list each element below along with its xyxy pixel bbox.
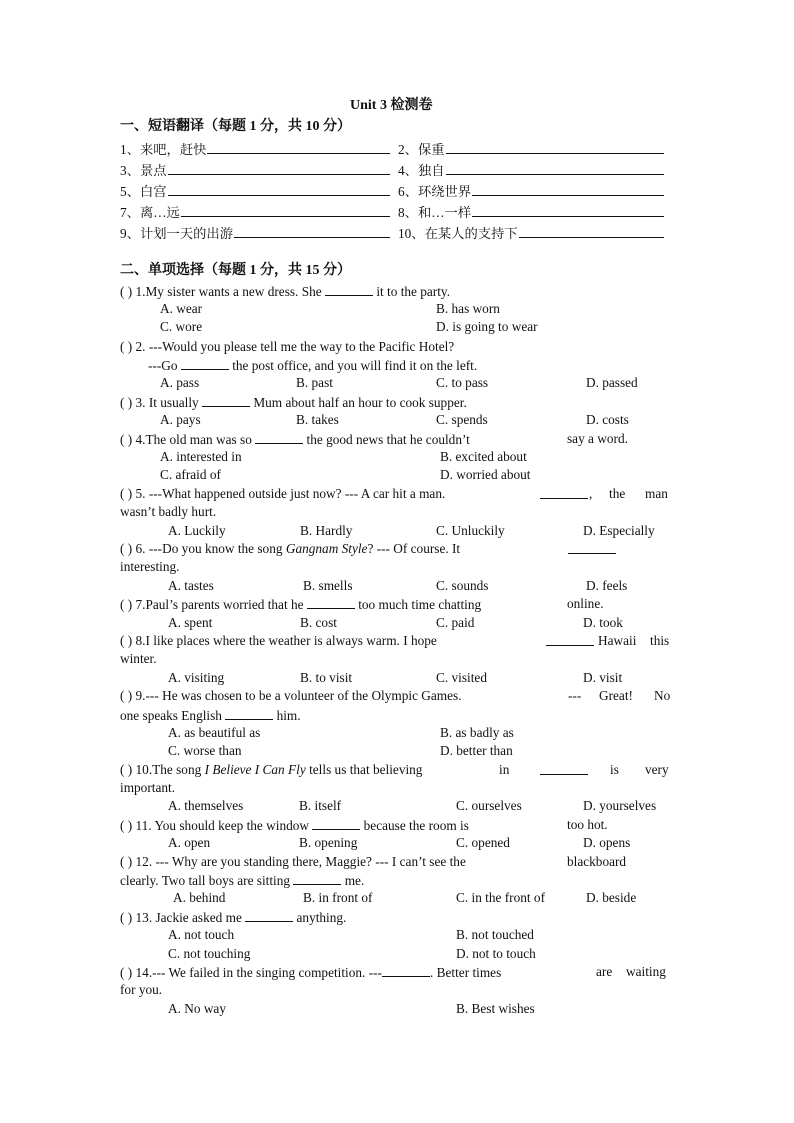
option-a[interactable]: A. Luckily [168,523,226,538]
option-a[interactable]: A. pays [160,412,201,427]
blank [568,542,616,554]
question-line: ( ) 7.Paul’s parents worried that he too much time chatting [120,597,482,612]
question-line: ( ) 5. ---What happened outside just now? --- A car hit a man. [120,486,446,501]
question-text: the [609,486,626,501]
option-d[interactable]: D. beside [586,890,637,905]
question-text: online. [567,596,604,611]
option-b[interactable]: B. past [296,375,333,390]
option-d[interactable]: D. feels [586,578,628,593]
question-line: ( ) 9.--- He was chosen to be a volunteer of the Olympic Games. [120,688,462,703]
answer-line[interactable] [446,141,664,154]
option-b[interactable]: B. cost [300,615,337,630]
option-d[interactable]: D. costs [586,412,629,427]
question-text: say a word. [567,431,628,446]
option-b[interactable]: B. Best wishes [456,1001,535,1016]
answer-line[interactable] [472,204,664,217]
option-d[interactable]: D. worried about [440,467,531,482]
blank [255,432,303,444]
phrase-item: 4、独自 [398,162,664,177]
option-a[interactable]: A. No way [168,1001,226,1016]
option-d[interactable]: D. yourselves [583,798,657,813]
blank [540,487,588,499]
option-c[interactable]: C. ourselves [456,798,522,813]
answer-bracket[interactable]: ( ) [120,486,133,501]
answer-line[interactable] [446,162,664,175]
question-line: ( ) 11. You should keep the window because the room is [120,818,469,833]
phrase-item: 9、计划一天的出游 [120,225,390,240]
blank [225,708,273,720]
question-text: waiting [626,964,666,979]
song-title: Gangnam Style [285,541,368,556]
phrase-item: 8、和…一样 [398,204,664,219]
option-c[interactable]: C. spends [436,412,488,427]
option-d[interactable]: D. visit [583,670,623,685]
option-b[interactable]: B. to visit [300,670,353,685]
question-text: is [610,762,619,777]
answer-bracket[interactable]: ( ) [120,910,133,925]
answer-bracket[interactable]: ( ) [120,339,133,354]
blank [293,873,341,885]
option-a[interactable]: A. wear [160,301,203,316]
option-b[interactable]: B. takes [296,412,339,427]
question-text: this [650,633,670,648]
question-text: are [596,964,613,979]
option-d[interactable]: D. better than [440,743,513,758]
answer-line[interactable] [168,183,390,196]
question-line: ---Go the post office, and you will find it on the left. [148,358,478,373]
question-line: one speaks English him. [120,708,301,723]
question-text: Great! [599,688,633,703]
option-c[interactable]: C. in the front of [456,890,546,905]
option-b[interactable]: B. excited about [440,449,527,464]
phrase-item: 5、白宫 [120,183,390,198]
option-d[interactable]: D. is going to wear [436,319,538,334]
phrase-item: 6、环绕世界 [398,183,664,198]
blank [307,597,355,609]
option-a[interactable]: A. spent [168,615,213,630]
question-line: ( ) 14.--- We failed in the singing competition. --- . Better times [120,965,502,980]
answer-line[interactable] [519,225,664,238]
option-c[interactable]: C. opened [456,835,510,850]
blank [202,395,250,407]
phrase-item: 1、来吧，赶快 [120,141,390,156]
question-line: ( ) 4.The old man was so the good news that he couldn’t [120,432,470,447]
blank [181,358,229,370]
answer-bracket[interactable]: ( ) [120,633,133,648]
question-text: Hawaii [598,633,637,648]
option-b[interactable]: B. has worn [436,301,500,316]
question-line: ( ) 12. --- Why are you standing there, Maggie? --- I can’t see the [120,854,466,869]
question-line: winter. [120,651,157,666]
question-line: ( ) 1.My sister wants a new dress. She it to the party. [120,284,451,299]
question-text: , [589,486,593,501]
option-d[interactable]: D. not to touch [456,946,536,961]
question-line: interesting. [120,559,180,574]
phrase-item: 10、在某人的支持下 [398,225,664,240]
answer-line[interactable] [168,162,390,175]
question-text: too hot. [567,817,608,832]
phrase-item: 7、离…远 [120,204,390,219]
option-a[interactable]: A. interested in [160,449,242,464]
blank [540,763,588,775]
answer-bracket[interactable]: ( ) [120,597,133,612]
question-text: --- [568,688,582,703]
option-c[interactable]: C. Unluckily [436,523,505,538]
question-line: wasn’t badly hurt. [120,504,217,519]
answer-line[interactable] [181,204,390,217]
question-line: clearly. Two tall boys are sitting me. [120,873,365,888]
section-1-heading: 一、短语翻译（每题 1 分，共 10 分） [120,119,351,134]
option-c[interactable]: C. wore [160,319,203,334]
option-a[interactable]: A. behind [173,890,226,905]
question-text: man [645,486,668,501]
option-c[interactable]: C. not touching [168,946,251,961]
question-line: ( ) 13. Jackie asked me anything. [120,910,347,925]
option-b[interactable]: B. not touched [456,927,534,942]
blank [382,965,430,977]
phrase-item: 3、景点 [120,162,390,177]
answer-line[interactable] [234,225,390,238]
question-line: ( ) 10.The song I Believe I Can Fly tells us that believing [120,762,423,777]
question-line: ( ) 8.I like places where the weather is always warm. I hope [120,633,437,648]
option-d[interactable]: D. Especially [583,523,655,538]
question-text: very [645,762,669,777]
song-title: I Believe I Can Fly [204,762,306,777]
option-a[interactable]: A. tastes [168,578,214,593]
question-text: blackboard [567,854,627,869]
blank [245,910,293,922]
question-text: in [499,762,510,777]
option-c[interactable]: C. to pass [436,375,489,390]
option-c[interactable]: C. afraid of [160,467,221,482]
answer-bracket[interactable]: ( ) [120,688,133,703]
option-a[interactable]: A. as beautiful as [168,725,261,740]
option-d[interactable]: D. opens [583,835,631,850]
blank [312,818,360,830]
option-b[interactable]: B. in front of [303,890,373,905]
option-a[interactable]: A. open [168,835,211,850]
option-b[interactable]: B. itself [299,798,342,813]
blank [546,634,594,646]
answer-bracket[interactable]: ( ) [120,854,133,869]
option-a[interactable]: A. visiting [168,670,225,685]
answer-bracket[interactable]: ( ) [120,762,133,777]
answer-bracket[interactable]: ( ) [120,965,133,980]
option-a[interactable]: A. themselves [168,798,244,813]
answer-line[interactable] [207,141,390,154]
blank [325,284,373,296]
answer-line[interactable] [472,183,664,196]
phrase-item: 2、保重 [398,141,664,156]
option-c[interactable]: C. visited [436,670,487,685]
question-text: No [654,688,671,703]
answer-bracket[interactable]: ( ) [120,395,133,410]
option-c[interactable]: C. sounds [436,578,489,593]
option-d[interactable]: D. took [583,615,623,630]
section-2-heading: 二、单项选择（每题 1 分，共 15 分） [120,263,351,278]
option-d[interactable]: D. passed [586,375,638,390]
page-title: Unit 3 检测卷 [350,98,433,113]
question-line: ( ) 3. It usually Mum about half an hour to cook supper. [120,395,467,410]
option-b[interactable]: B. smells [303,578,353,593]
option-a[interactable]: A. pass [160,375,200,390]
option-b[interactable]: B. opening [299,835,358,850]
option-a[interactable]: A. not touch [168,927,235,942]
question-line: important. [120,780,176,795]
answer-bracket[interactable]: ( ) [120,432,133,447]
question-line: ( ) 6. ---Do you know the song Gangnam Style? --- Of course. It [120,541,461,556]
answer-bracket[interactable]: ( ) [120,541,133,556]
option-b[interactable]: B. Hardly [300,523,353,538]
question-line: ( ) 2. ---Would you please tell me the way to the Pacific Hotel? [120,339,455,354]
option-c[interactable]: C. worse than [168,743,242,758]
option-b[interactable]: B. as badly as [440,725,514,740]
question-line: for you. [120,982,163,997]
answer-bracket[interactable]: ( ) [120,284,133,299]
option-c[interactable]: C. paid [436,615,475,630]
answer-bracket[interactable]: ( ) [120,818,133,833]
